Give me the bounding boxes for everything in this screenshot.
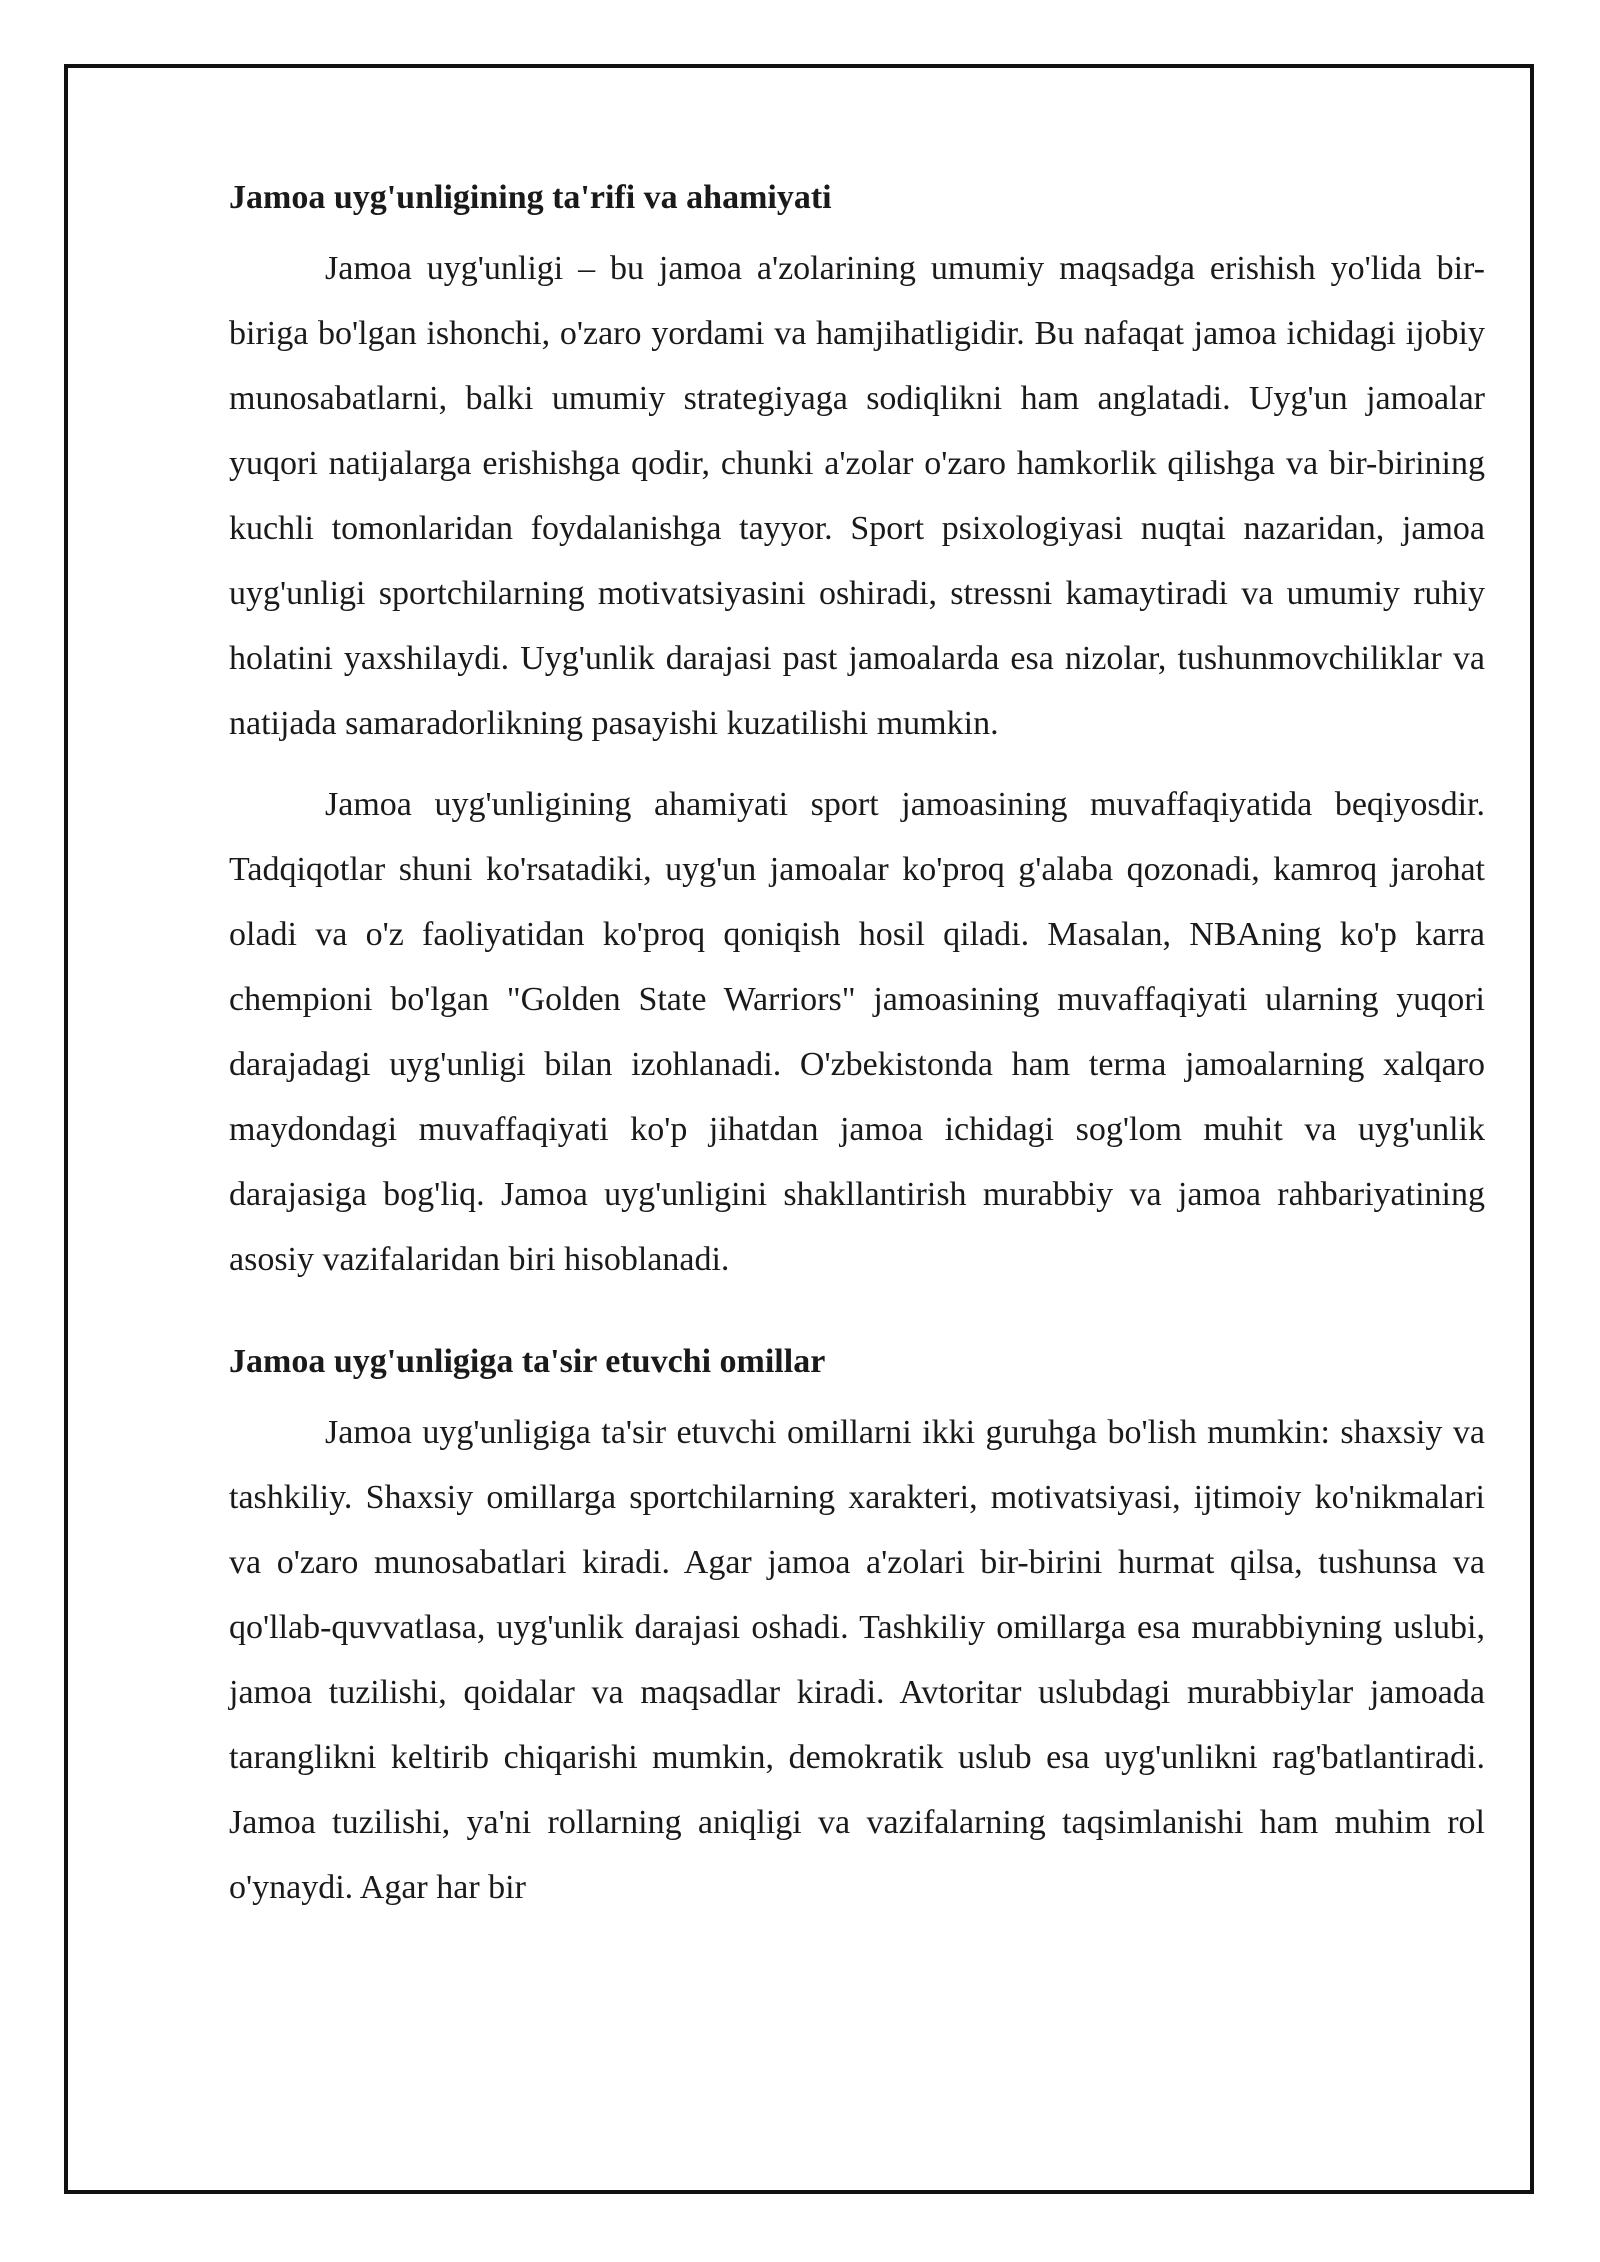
section-heading: Jamoa uyg'unligining ta'rifi va ahamiyati — [229, 179, 832, 216]
paragraph: Jamoa uyg'unligining ahamiyati sport jamoasining muvaffaqiyatida beqiyosdir. Tadqiqotlar shuni ko'rsatadiki, uyg'un jamoalar ko'proq g'alaba qozonadi, kamroq jarohat oladi va o'z faoliyatidan ko'proq qoniqish hosil qiladi. Masalan, NBAning ko'p karra chempioni bo'lgan "Golden State Warriors" jamoasining muvaffaqiyati ularning yuqori darajadagi uyg'unligi bilan izohlanadi. O'zbekistonda ham terma jamoalarning xalqaro maydondagi muvaffaqiyati ko'p jihatdan jamoa ichidagi sog'lom muhit va uyg'unlik darajasiga bog'liq. Jamoa uyg'unligini shakllantirish murabbiy va jamoa rahbariyatining asosiy vazifalaridan biri hisoblanadi. — [229, 786, 1485, 1278]
section-heading: Jamoa uyg'unligiga ta'sir etuvchi omillar — [229, 1343, 826, 1380]
paragraph: Jamoa uyg'unligi – bu jamoa a'zolarining umumiy maqsadga erishish yo'lida bir-biriga bo'lgan ishonchi, o'zaro yordami va hamjihatligidir. Bu nafaqat jamoa ichidagi ijobiy munosabatlarni, balki umumiy strategiyaga sodiqlikni ham anglatadi. Uyg'un jamoalar yuqori natijalarga erishishga qodir, chunki a'zolar o'zaro hamkorlik qilishga va bir-birining kuchli tomonlaridan foydalanishga tayyor. Sport psixologiyasi nuqtai nazaridan, jamoa uyg'unligi sportchilarning motivatsiyasini oshiradi, stressni kamaytiradi va umumiy ruhiy holatini yaxshilaydi. Uyg'unlik darajasi past jamoalarda esa nizolar, tushunmovchiliklar va natijada samaradorlikning pasayishi kuzatilishi mumkin. — [229, 250, 1485, 742]
document-body — [229, 168, 1485, 1920]
paragraph: Jamoa uyg'unligiga ta'sir etuvchi omillarni ikki guruhga bo'lish mumkin: shaxsiy va tashkiliy. Shaxsiy omillarga sportchilarning xarakteri, motivatsiyasi, ijtimoiy ko'nikmalari va o'zaro munosabatlari kiradi. Agar jamoa a'zolari bir-birini hurmat qilsa, tushunsa va qo'llab-quvvatlasa, uyg'unlik darajasi oshadi. Tashkiliy omillarga esa murabbiyning uslubi, jamoa tuzilishi, qoidalar va maqsadlar kiradi. Avtoritar uslubdagi murabbiylar jamoada taranglikni keltirib chiqarishi mumkin, demokratik uslub esa uyg'unlikni rag'batlantiradi. Jamoa tuzilishi, ya'ni rollarning aniqligi va vazifalarning taqsimlanishi ham muhim rol o'ynaydi. Agar har bir — [229, 1414, 1485, 1906]
